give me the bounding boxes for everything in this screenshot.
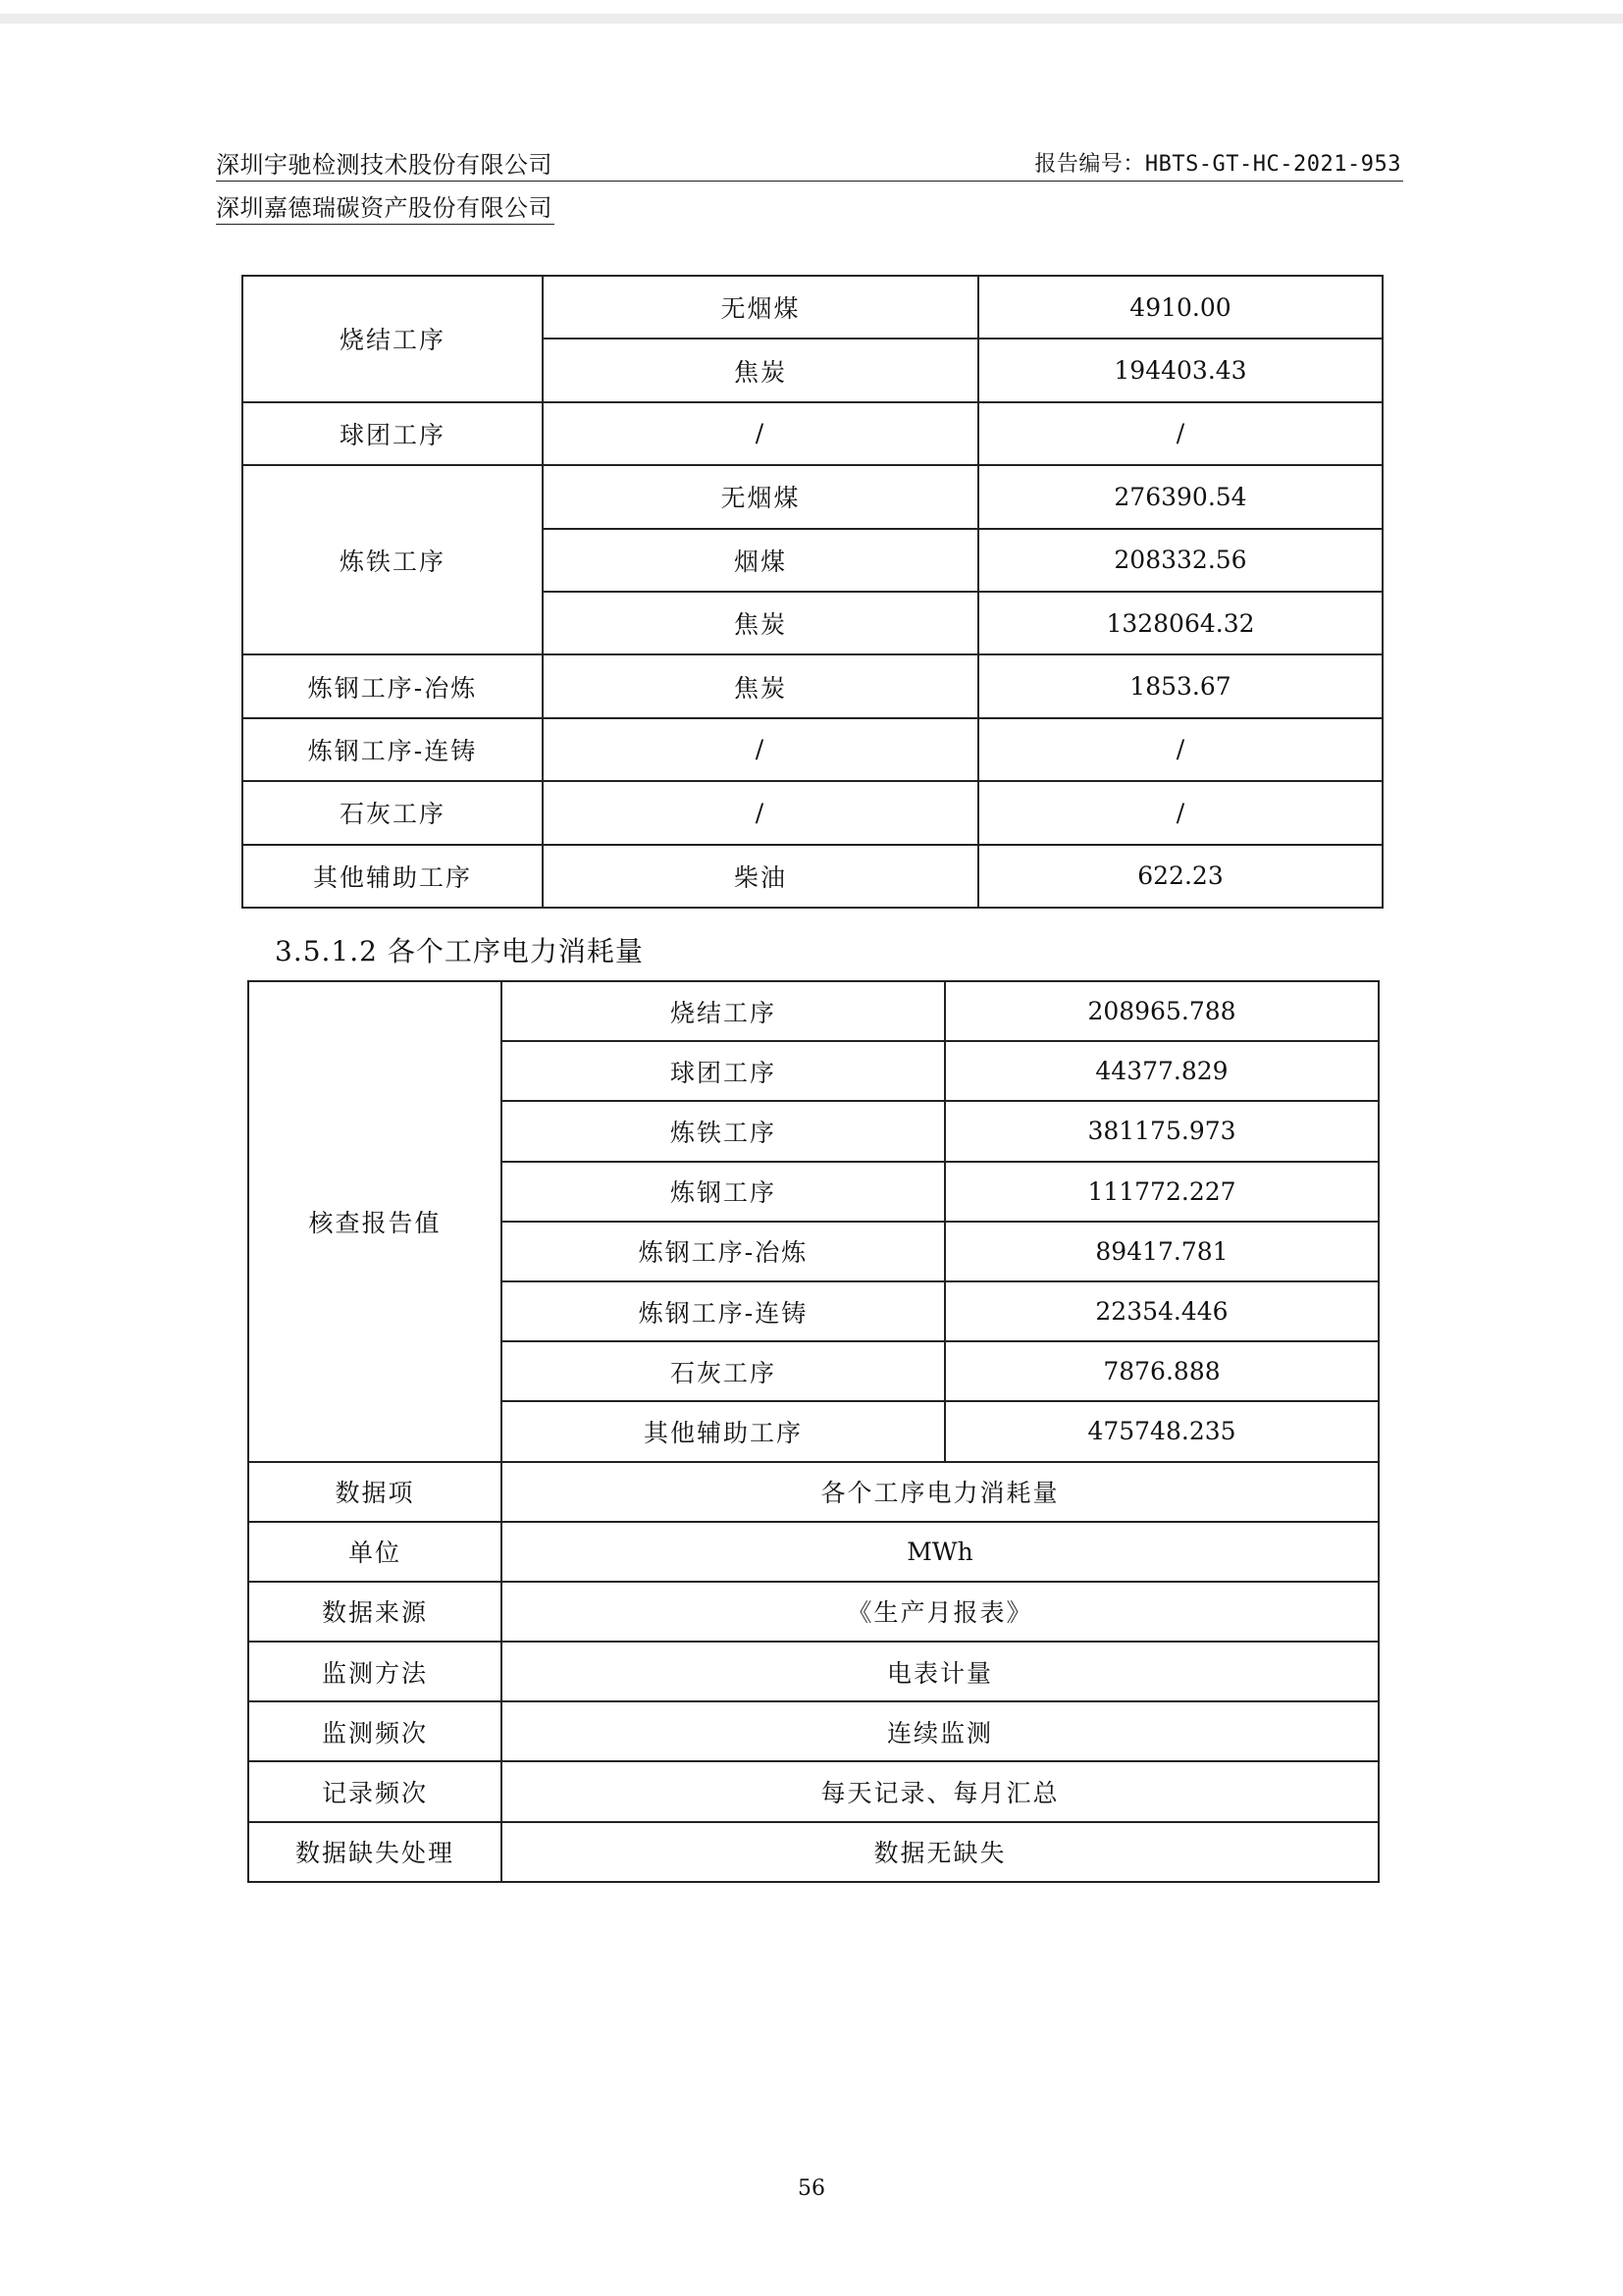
process-cell: 炼钢工序-冶炼 xyxy=(242,654,543,717)
info-label-cell: 监测频次 xyxy=(248,1701,501,1761)
info-label-cell: 数据缺失处理 xyxy=(248,1822,501,1882)
value-cell: 276390.54 xyxy=(978,465,1383,528)
table-row xyxy=(248,1701,1379,1761)
fuel-cell: 烟煤 xyxy=(543,529,978,592)
table-row xyxy=(248,981,1379,1041)
value-cell: 475748.235 xyxy=(945,1401,1379,1461)
value-cell: 111772.227 xyxy=(945,1162,1379,1222)
value-cell: / xyxy=(978,718,1383,781)
fuel-cell: 无烟煤 xyxy=(543,276,978,339)
table-row xyxy=(242,465,1383,528)
value-cell: 1328064.32 xyxy=(978,592,1383,654)
process-cell: 烧结工序 xyxy=(242,276,543,402)
header-rule-2 xyxy=(216,224,554,225)
fuel-consumption-table xyxy=(241,275,1384,909)
fuel-cell: / xyxy=(543,781,978,844)
process-cell: 炼钢工序-冶炼 xyxy=(501,1222,945,1281)
process-cell: 炼铁工序 xyxy=(242,465,543,654)
value-cell: / xyxy=(978,781,1383,844)
power-consumption-table xyxy=(247,980,1380,1883)
page-number: 56 xyxy=(798,2176,825,2201)
table-row xyxy=(248,1761,1379,1821)
info-label-cell: 监测方法 xyxy=(248,1642,501,1701)
table-row xyxy=(248,1522,1379,1582)
info-value-cell: 《生产月报表》 xyxy=(501,1582,1379,1642)
value-cell: 194403.43 xyxy=(978,339,1383,401)
info-value-cell: 每天记录、每月汇总 xyxy=(501,1761,1379,1821)
value-cell: 208965.788 xyxy=(945,981,1379,1041)
table-row xyxy=(242,845,1383,908)
table-row xyxy=(242,781,1383,844)
table-row xyxy=(242,276,1383,339)
table-row xyxy=(248,1462,1379,1522)
process-cell: 炼钢工序 xyxy=(501,1162,945,1222)
info-value-cell: 数据无缺失 xyxy=(501,1822,1379,1882)
table-row xyxy=(248,1582,1379,1642)
value-cell: 208332.56 xyxy=(978,529,1383,592)
value-cell: 622.23 xyxy=(978,845,1383,908)
value-cell: 381175.973 xyxy=(945,1101,1379,1161)
fuel-cell: / xyxy=(543,402,978,465)
process-cell: 球团工序 xyxy=(242,402,543,465)
info-label-cell: 数据项 xyxy=(248,1462,501,1522)
process-cell: 炼钢工序-连铸 xyxy=(501,1281,945,1341)
fuel-cell: 柴油 xyxy=(543,845,978,908)
section-heading: 3.5.1.2 各个工序电力消耗量 xyxy=(275,935,644,967)
table-row xyxy=(242,718,1383,781)
process-cell: 石灰工序 xyxy=(242,781,543,844)
value-cell: 4910.00 xyxy=(978,276,1383,339)
table-row xyxy=(242,654,1383,717)
table-row xyxy=(248,1822,1379,1882)
info-value-cell: MWh xyxy=(501,1522,1379,1582)
value-cell: 89417.781 xyxy=(945,1222,1379,1281)
header-company-1: 深圳宇驰检测技术股份有限公司 xyxy=(216,151,552,179)
info-value-cell: 各个工序电力消耗量 xyxy=(501,1462,1379,1522)
process-cell: 炼铁工序 xyxy=(501,1101,945,1161)
info-label-cell: 单位 xyxy=(248,1522,501,1582)
header-company-2: 深圳嘉德瑞碳资产股份有限公司 xyxy=(216,194,552,222)
fuel-cell: / xyxy=(543,718,978,781)
process-cell: 炼钢工序-连铸 xyxy=(242,718,543,781)
scan-edge-strip xyxy=(0,14,1623,24)
info-label-cell: 数据来源 xyxy=(248,1582,501,1642)
group-label-cell: 核查报告值 xyxy=(248,981,501,1462)
process-cell: 石灰工序 xyxy=(501,1341,945,1401)
process-cell: 其他辅助工序 xyxy=(501,1401,945,1461)
process-cell: 球团工序 xyxy=(501,1041,945,1101)
info-value-cell: 连续监测 xyxy=(501,1701,1379,1761)
table-row xyxy=(242,402,1383,465)
value-cell: 44377.829 xyxy=(945,1041,1379,1101)
process-cell: 其他辅助工序 xyxy=(242,845,543,908)
table-row xyxy=(248,1642,1379,1701)
fuel-cell: 焦炭 xyxy=(543,654,978,717)
info-value-cell: 电表计量 xyxy=(501,1642,1379,1701)
value-cell: / xyxy=(978,402,1383,465)
header-rule-1 xyxy=(216,181,1403,182)
value-cell: 1853.67 xyxy=(978,654,1383,717)
process-cell: 烧结工序 xyxy=(501,981,945,1041)
value-cell: 7876.888 xyxy=(945,1341,1379,1401)
header-report-number: 报告编号：HBTS-GT-HC-2021-953 xyxy=(1034,152,1401,177)
info-label-cell: 记录频次 xyxy=(248,1761,501,1821)
fuel-cell: 焦炭 xyxy=(543,592,978,654)
value-cell: 22354.446 xyxy=(945,1281,1379,1341)
fuel-cell: 焦炭 xyxy=(543,339,978,401)
fuel-cell: 无烟煤 xyxy=(543,465,978,528)
